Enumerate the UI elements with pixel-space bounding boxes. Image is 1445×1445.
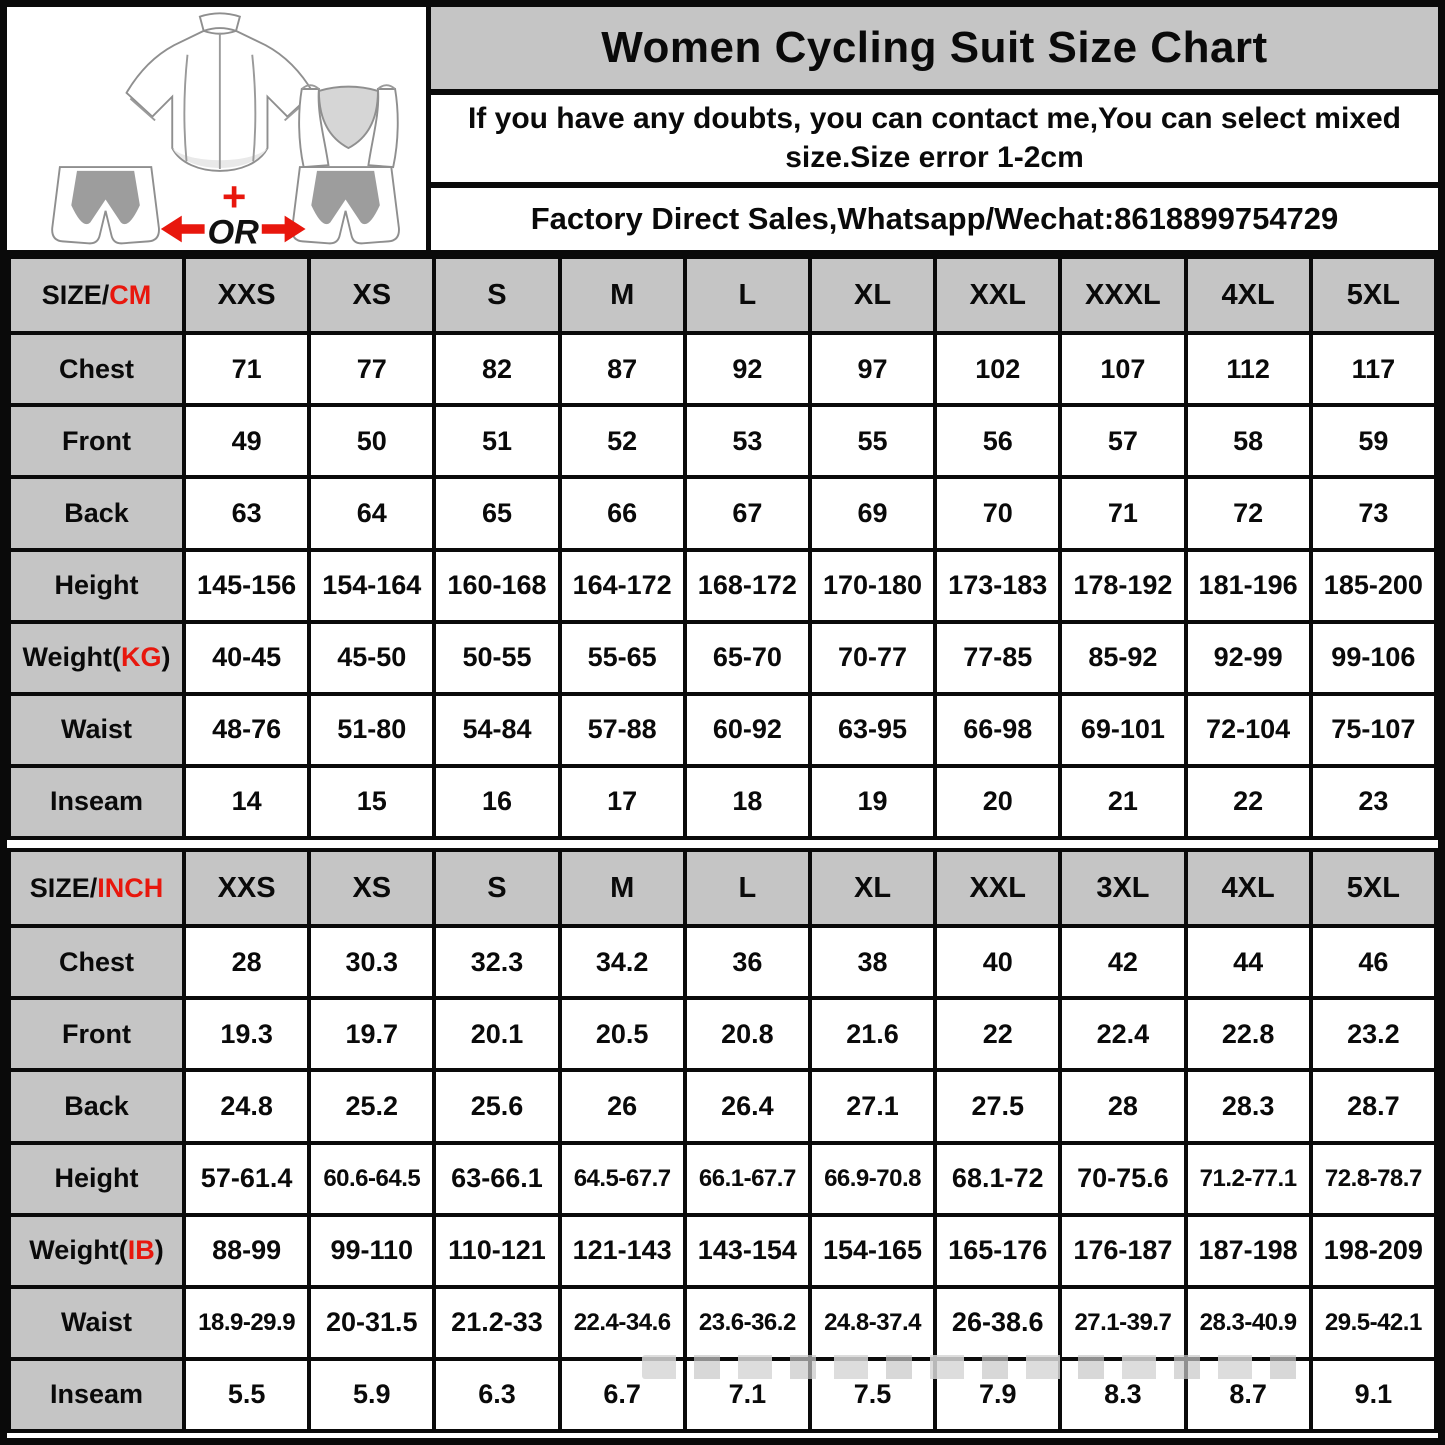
value-cell: 71 (1060, 477, 1185, 549)
size-column-header: XS (309, 850, 434, 926)
size-column-header: 3XL (1060, 850, 1185, 926)
value-cell: 160-168 (434, 550, 559, 622)
measurement-row (9, 622, 1436, 694)
label-text: Front (62, 1018, 131, 1049)
row-label (9, 405, 184, 477)
row-label (9, 1215, 184, 1287)
contact-note: If you have any doubts, you can contact me,You can select mixed size.Size error 1-2cm (431, 95, 1438, 188)
value-cell: 55 (810, 405, 935, 477)
value-cell: 143-154 (685, 1215, 810, 1287)
value-cell: 18 (685, 766, 810, 838)
size-column-header: S (434, 850, 559, 926)
size-column-header: 5XL (1311, 257, 1436, 333)
value-cell: 85-92 (1060, 622, 1185, 694)
value-cell: 154-165 (810, 1215, 935, 1287)
top-banner (7, 7, 1438, 255)
value-cell: 25.6 (434, 1070, 559, 1142)
value-cell: 5.5 (184, 1359, 309, 1431)
value-cell: 22.8 (1186, 998, 1311, 1070)
value-cell: 21.6 (810, 998, 935, 1070)
value-cell: 50 (309, 405, 434, 477)
size-column-header: M (560, 257, 685, 333)
value-cell: 65-70 (685, 622, 810, 694)
value-cell: 22 (935, 998, 1060, 1070)
row-label (9, 1359, 184, 1431)
value-cell: 121-143 (560, 1215, 685, 1287)
value-cell: 23.2 (1311, 998, 1436, 1070)
value-cell: 73 (1311, 477, 1436, 549)
value-cell: 20.5 (560, 998, 685, 1070)
value-cell: 198-209 (1311, 1215, 1436, 1287)
value-cell: 24.8 (184, 1070, 309, 1142)
value-cell: 66 (560, 477, 685, 549)
value-cell: 187-198 (1186, 1215, 1311, 1287)
bib-shorts-icon (292, 85, 399, 243)
value-cell: 66-98 (935, 694, 1060, 766)
value-cell: 57-61.4 (184, 1143, 309, 1215)
label-text: Waist (60, 714, 132, 745)
measurement-row (9, 766, 1436, 838)
label-text: Waist (60, 1307, 132, 1338)
size-header-row (9, 850, 1436, 926)
measurement-row (9, 333, 1436, 405)
size-column-header: XXXL (1060, 257, 1185, 333)
value-cell: 5.9 (309, 1359, 434, 1431)
size-column-header: XXL (935, 257, 1060, 333)
value-cell: 72 (1186, 477, 1311, 549)
size-column-header: 4XL (1186, 850, 1311, 926)
value-cell: 6.3 (434, 1359, 559, 1431)
row-label (9, 477, 184, 549)
measurement-row (9, 1215, 1436, 1287)
value-cell: 63 (184, 477, 309, 549)
value-cell: 24.8-37.4 (810, 1287, 935, 1359)
value-cell: 21.2-33 (434, 1287, 559, 1359)
value-cell: 51-80 (309, 694, 434, 766)
value-cell: 49 (184, 405, 309, 477)
value-cell: 57 (1060, 405, 1185, 477)
unit-accent-text: CM (109, 279, 152, 310)
value-cell: 40 (935, 926, 1060, 998)
value-cell: 181-196 (1186, 550, 1311, 622)
value-cell: 45-50 (309, 622, 434, 694)
size-header-row (9, 257, 1436, 333)
label-text: Weight( (29, 1235, 128, 1266)
size-unit-header (9, 257, 184, 333)
value-cell: 32.3 (434, 926, 559, 998)
factory-contact: Factory Direct Sales,Whatsapp/Wechat:8618899754729 (530, 201, 1339, 236)
value-cell: 52 (560, 405, 685, 477)
size-column-header: XXS (184, 257, 309, 333)
unit-accent-text: IB (127, 1235, 155, 1266)
value-cell: 20.1 (434, 998, 559, 1070)
value-cell: 99-110 (309, 1215, 434, 1287)
value-cell: 70 (935, 477, 1060, 549)
measurement-row (9, 998, 1436, 1070)
label-text: Chest (58, 946, 134, 977)
size-column-header: XL (810, 850, 935, 926)
value-cell: 28 (184, 926, 309, 998)
value-cell: 87 (560, 333, 685, 405)
value-cell: 92 (685, 333, 810, 405)
value-cell: 15 (309, 766, 434, 838)
value-cell: 29.5-42.1 (1311, 1287, 1436, 1359)
value-cell: 168-172 (685, 550, 810, 622)
value-cell: 28.3 (1186, 1070, 1311, 1142)
value-cell: 27.1 (810, 1070, 935, 1142)
value-cell: 25.2 (309, 1070, 434, 1142)
value-cell: 107 (1060, 333, 1185, 405)
size-unit-header (9, 850, 184, 926)
value-cell: 44 (1186, 926, 1311, 998)
value-cell: 19 (810, 766, 935, 838)
value-cell: 9.1 (1311, 1359, 1436, 1431)
size-column-header: S (434, 257, 559, 333)
row-label (9, 694, 184, 766)
size-table-inch (7, 848, 1438, 1433)
value-cell: 70-77 (810, 622, 935, 694)
label-text: Inseam (49, 1379, 144, 1410)
value-cell: 20.8 (685, 998, 810, 1070)
measurement-row (9, 1143, 1436, 1215)
page-title: Women Cycling Suit Size Chart (431, 7, 1438, 95)
label-text: Weight( (22, 642, 121, 673)
label-text: Height (54, 570, 139, 601)
value-cell: 70-75.6 (1060, 1143, 1185, 1215)
value-cell: 164-172 (560, 550, 685, 622)
value-cell: 36 (685, 926, 810, 998)
value-cell: 110-121 (434, 1215, 559, 1287)
value-cell: 23 (1311, 766, 1436, 838)
value-cell: 64 (309, 477, 434, 549)
size-column-header: XXS (184, 850, 309, 926)
value-cell: 75-107 (1311, 694, 1436, 766)
label-text: Back (64, 1090, 129, 1121)
size-column-header: XL (810, 257, 935, 333)
value-cell: 55-65 (560, 622, 685, 694)
value-cell: 64.5-67.7 (560, 1143, 685, 1215)
value-cell: 66.9-70.8 (810, 1143, 935, 1215)
shorts-icon (52, 167, 159, 243)
row-label (9, 333, 184, 405)
value-cell: 20 (935, 766, 1060, 838)
row-label (9, 766, 184, 838)
value-cell: 19.3 (184, 998, 309, 1070)
value-cell: 154-164 (309, 550, 434, 622)
value-cell: 60-92 (685, 694, 810, 766)
value-cell: 59 (1311, 405, 1436, 477)
label-text: ) (154, 1235, 164, 1266)
value-cell: 7.5 (810, 1359, 935, 1431)
value-cell: 102 (935, 333, 1060, 405)
value-cell: 46 (1311, 926, 1436, 998)
measurement-row (9, 405, 1436, 477)
unit-accent-text: INCH (97, 872, 164, 903)
label-text: Inseam (49, 786, 144, 817)
value-cell: 42 (1060, 926, 1185, 998)
value-cell: 58 (1186, 405, 1311, 477)
value-cell: 66.1-67.7 (685, 1143, 810, 1215)
size-column-header: 5XL (1311, 850, 1436, 926)
value-cell: 19.7 (309, 998, 434, 1070)
garment-illustration (7, 7, 431, 250)
value-cell: 71.2-77.1 (1186, 1143, 1311, 1215)
value-cell: 173-183 (935, 550, 1060, 622)
value-cell: 30.3 (309, 926, 434, 998)
value-cell: 14 (184, 766, 309, 838)
value-cell: 18.9-29.9 (184, 1287, 309, 1359)
value-cell: 27.5 (935, 1070, 1060, 1142)
value-cell: 26-38.6 (935, 1287, 1060, 1359)
value-cell: 26.4 (685, 1070, 810, 1142)
measurement-row (9, 550, 1436, 622)
value-cell: 56 (935, 405, 1060, 477)
label-text: Height (54, 1163, 139, 1194)
value-cell: 7.9 (935, 1359, 1060, 1431)
unit-accent-text: KG (120, 642, 162, 673)
value-cell: 69 (810, 477, 935, 549)
row-label (9, 998, 184, 1070)
value-cell: 72-104 (1186, 694, 1311, 766)
value-cell: 48-76 (184, 694, 309, 766)
size-column-header: L (685, 257, 810, 333)
value-cell: 71 (184, 333, 309, 405)
value-cell: 165-176 (935, 1215, 1060, 1287)
value-cell: 92-99 (1186, 622, 1311, 694)
row-label (9, 622, 184, 694)
value-cell: 51 (434, 405, 559, 477)
value-cell: 26 (560, 1070, 685, 1142)
value-cell: 54-84 (434, 694, 559, 766)
value-cell: 8.3 (1060, 1359, 1185, 1431)
label-text: Back (64, 497, 129, 528)
value-cell: 53 (685, 405, 810, 477)
value-cell: 22.4-34.6 (560, 1287, 685, 1359)
label-text: Front (62, 425, 131, 456)
value-cell: 16 (434, 766, 559, 838)
header-column (431, 7, 1438, 250)
value-cell: 99-106 (1311, 622, 1436, 694)
value-cell: 88-99 (184, 1215, 309, 1287)
value-cell: 40-45 (184, 622, 309, 694)
value-cell: 178-192 (1060, 550, 1185, 622)
value-cell: 69-101 (1060, 694, 1185, 766)
row-label (9, 926, 184, 998)
value-cell: 17 (560, 766, 685, 838)
row-label (9, 1143, 184, 1215)
measurement-row (9, 477, 1436, 549)
measurement-row (9, 1070, 1436, 1142)
measurement-row (9, 694, 1436, 766)
cycling-suit-illustration-icon (11, 9, 423, 249)
value-cell: 63-95 (810, 694, 935, 766)
value-cell: 28.7 (1311, 1070, 1436, 1142)
value-cell: 22.4 (1060, 998, 1185, 1070)
value-cell: 68.1-72 (935, 1143, 1060, 1215)
size-column-header: XS (309, 257, 434, 333)
value-cell: 176-187 (1060, 1215, 1185, 1287)
size-column-header: L (685, 850, 810, 926)
measurement-row (9, 1287, 1436, 1359)
value-cell: 77 (309, 333, 434, 405)
value-cell: 20-31.5 (309, 1287, 434, 1359)
value-cell: 8.7 (1186, 1359, 1311, 1431)
value-cell: 21 (1060, 766, 1185, 838)
size-column-header: M (560, 850, 685, 926)
value-cell: 38 (810, 926, 935, 998)
value-cell: 27.1-39.7 (1060, 1287, 1185, 1359)
value-cell: 63-66.1 (434, 1143, 559, 1215)
value-cell: 145-156 (184, 550, 309, 622)
size-column-header: 4XL (1186, 257, 1311, 333)
measurement-row (9, 926, 1436, 998)
label-text: SIZE/ (41, 279, 110, 310)
value-cell: 112 (1186, 333, 1311, 405)
value-cell: 60.6-64.5 (309, 1143, 434, 1215)
size-table-cm (7, 255, 1438, 840)
value-cell: 82 (434, 333, 559, 405)
row-label (9, 1070, 184, 1142)
value-cell: 6.7 (560, 1359, 685, 1431)
value-cell: 170-180 (810, 550, 935, 622)
or-label: OR (206, 212, 259, 249)
value-cell: 67 (685, 477, 810, 549)
left-arrow-icon (160, 215, 204, 242)
jersey-icon (126, 13, 313, 171)
size-column-header: XXL (935, 850, 1060, 926)
value-cell: 97 (810, 333, 935, 405)
label-text: Chest (58, 353, 134, 384)
value-cell: 23.6-36.2 (685, 1287, 810, 1359)
value-cell: 50-55 (434, 622, 559, 694)
value-cell: 65 (434, 477, 559, 549)
value-cell: 77-85 (935, 622, 1060, 694)
value-cell: 34.2 (560, 926, 685, 998)
plus-label: + (221, 172, 246, 220)
measurement-row (9, 1359, 1436, 1431)
value-cell: 22 (1186, 766, 1311, 838)
row-label (9, 1287, 184, 1359)
value-cell: 117 (1311, 333, 1436, 405)
label-text: ) (161, 642, 171, 673)
row-label (9, 550, 184, 622)
value-cell: 28 (1060, 1070, 1185, 1142)
value-cell: 57-88 (560, 694, 685, 766)
value-cell: 72.8-78.7 (1311, 1143, 1436, 1215)
value-cell: 185-200 (1311, 550, 1436, 622)
value-cell: 7.1 (685, 1359, 810, 1431)
label-text: SIZE/ (29, 872, 98, 903)
value-cell: 28.3-40.9 (1186, 1287, 1311, 1359)
